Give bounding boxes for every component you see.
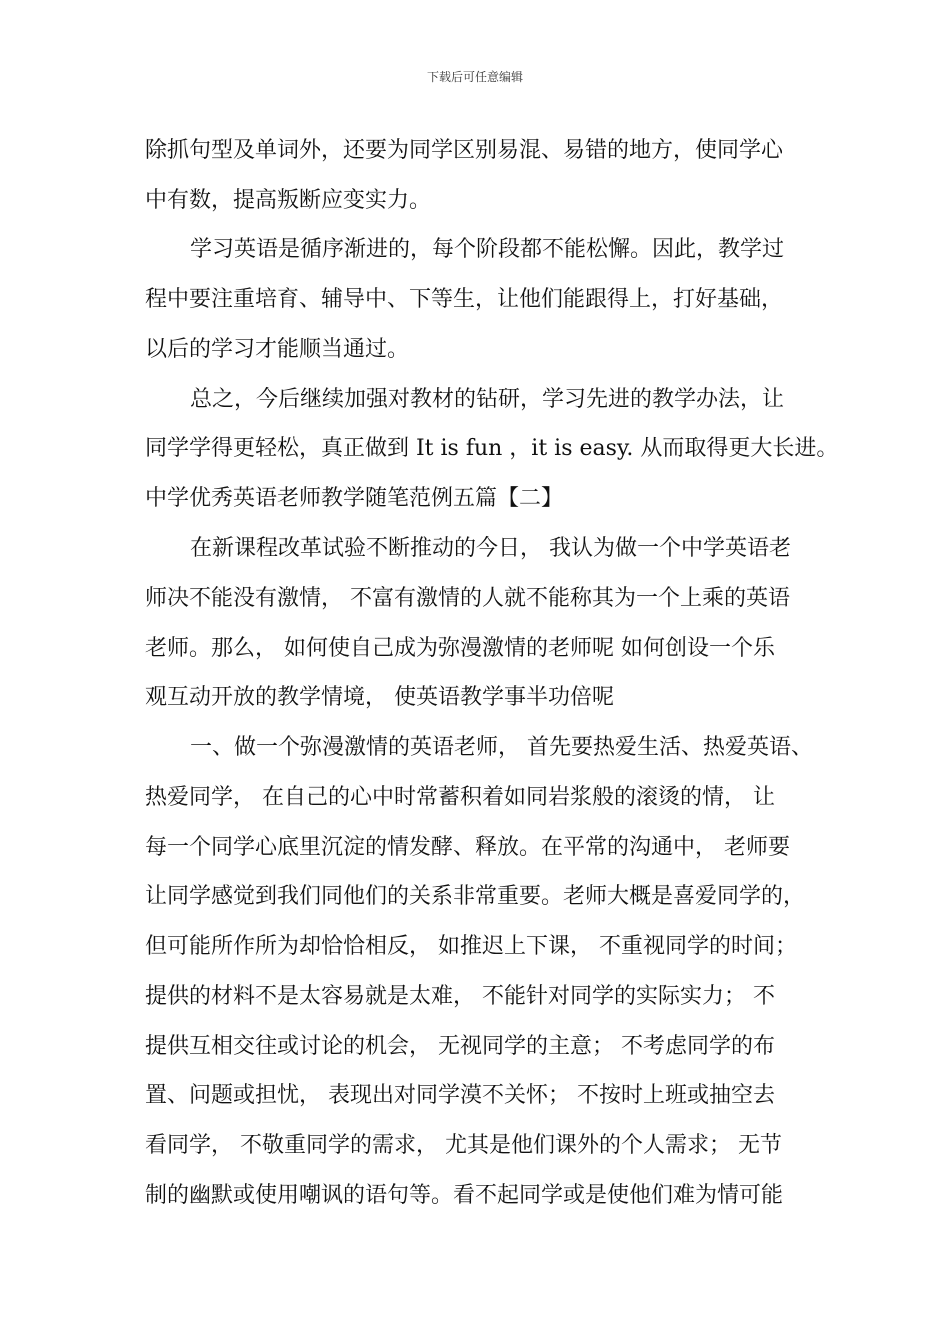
text-line: 以后的学习才能顺当通过。 — [145, 337, 410, 362]
text-line: 学习英语是循序渐进的，每个阶段都不能松懈。因此，教学过 — [190, 237, 785, 262]
text-line: 热爱同学， 在自己的心中时常蓄积着如同岩浆般的滚烫的情， 让 — [145, 785, 775, 810]
text-line: 中有数，提高叛断应变实力。 — [145, 188, 432, 213]
text-line: 一、做一个弥漫激情的英语老师， 首先要热爱生活、热爱英语、 — [190, 735, 813, 760]
text-line: 师决不能没有激情， 不富有激情的人就不能称其为一个上乘的英语 — [145, 586, 790, 611]
text-line: 制的幽默或使用嘲讽的语句等。看不起同学或是使他们难为情可能 — [145, 1183, 784, 1208]
text-line: 程中要注重培育、辅导中、下等生，让他们能跟得上，打好基础， — [145, 287, 784, 312]
text-line: 提供的材料不是太容易就是太难， 不能针对同学的实际实力； 不 — [145, 984, 775, 1009]
text-line: 老师。那么， 如何使自己成为弥漫激情的老师呢 如何创设一个乐 — [145, 636, 775, 661]
page-header: 下载后可任意编辑 — [426, 70, 523, 84]
text-line: 在新课程改革试验不断推动的今日， 我认为做一个中学英语老 — [190, 536, 791, 561]
text-line: 总之，今后继续加强对教材的钻研，学习先进的教学办法，让 — [190, 387, 785, 412]
text-line: 每一个同学心底里沉淀的情发酵、释放。在平常的沟通中， 老师要 — [145, 835, 790, 860]
text-line: 但可能所作所为却恰恰相反， 如推迟上下课， 不重视同学的时间； — [145, 934, 797, 959]
text-line: 观互动开放的教学情境， 使英语教学事半功倍呢 — [145, 685, 614, 710]
text-line: 除抓句型及单词外，还要为同学区别易混、易错的地方，使同学心 — [145, 138, 784, 163]
text-line: 同学学得更轻松，真正做到 It is fun ，it is easy. 从而取得更大长进。 — [145, 436, 839, 461]
text-line: 看同学， 不敬重同学的需求， 尤其是他们课外的个人需求； 无节 — [145, 1133, 782, 1158]
text-line: 让同学感觉到我们同他们的关系非常重要。老师大概是喜爱同学的， — [145, 884, 806, 909]
text-line: 置、问题或担忧， 表现出对同学漠不关怀； 不按时上班或抽空去 — [145, 1083, 775, 1108]
section-heading: 中学优秀英语老师教学随笔范例五篇【二】 — [145, 486, 564, 511]
text-line: 提供互相交往或讨论的机会， 无视同学的主意； 不考虑同学的布 — [145, 1034, 775, 1059]
